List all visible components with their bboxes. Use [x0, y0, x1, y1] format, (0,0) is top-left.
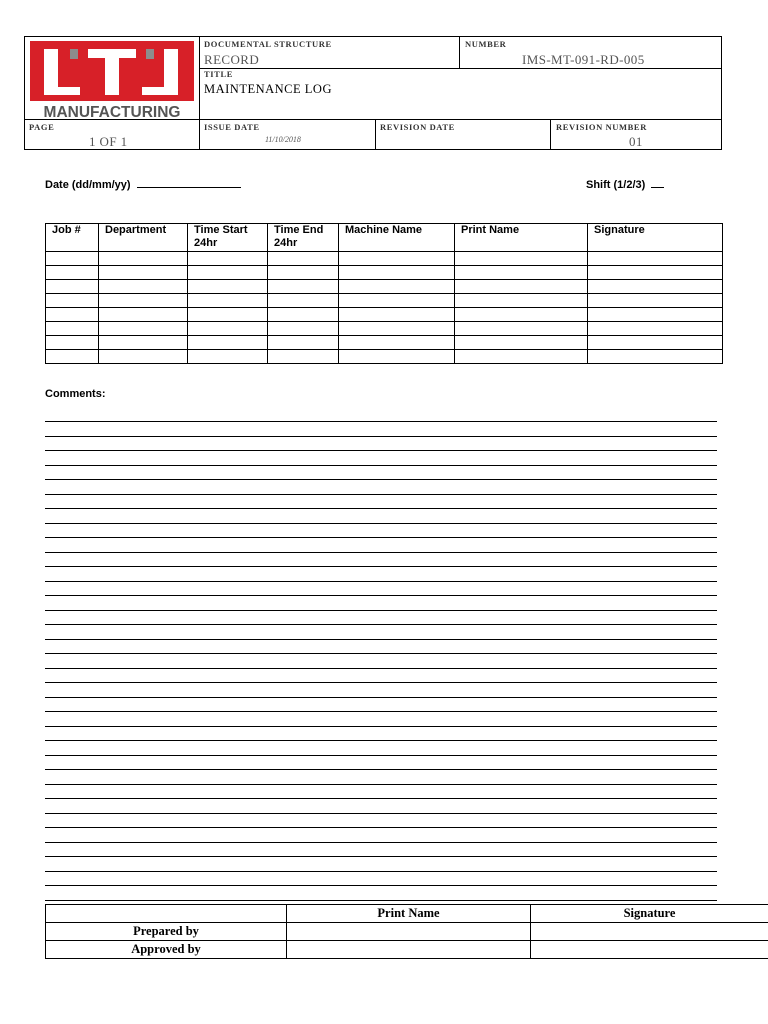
revision-date-label: REVISION DATE [380, 122, 455, 132]
doc-structure-label: DOCUMENTAL STRUCTURE [204, 39, 332, 49]
comment-line[interactable] [45, 682, 717, 683]
table-row [46, 280, 723, 294]
comment-line[interactable] [45, 595, 717, 596]
table-cell[interactable] [99, 350, 188, 364]
table-cell[interactable] [188, 322, 268, 336]
table-row [46, 266, 723, 280]
comment-line[interactable] [45, 450, 717, 451]
table-cell[interactable] [588, 308, 723, 322]
table-cell[interactable] [588, 322, 723, 336]
column-header [455, 224, 588, 252]
table-cell[interactable] [455, 322, 588, 336]
table-cell[interactable] [339, 322, 455, 336]
print-name-cell[interactable] [287, 941, 531, 959]
comment-line[interactable] [45, 552, 717, 553]
comments-label: Comments: [45, 388, 106, 400]
number-label: NUMBER [465, 39, 507, 49]
signoff-header-cell: Signature [531, 905, 768, 923]
signature-cell[interactable] [531, 941, 768, 959]
table-cell[interactable] [268, 294, 339, 308]
ltl-manufacturing-logo [30, 41, 194, 119]
table-cell[interactable] [99, 336, 188, 350]
table-cell[interactable] [99, 322, 188, 336]
table-cell[interactable] [268, 266, 339, 280]
column-header [268, 224, 339, 252]
table-row [46, 252, 723, 266]
table-cell[interactable] [588, 350, 723, 364]
column-header-text: Time Start [194, 224, 248, 236]
table-cell[interactable] [339, 294, 455, 308]
title-label: TITLE [204, 69, 233, 79]
table-cell[interactable] [588, 266, 723, 280]
print-name-cell[interactable] [287, 923, 531, 941]
logo-text: MANUFACTURING [43, 104, 181, 119]
column-header-text: 24hr [194, 237, 218, 249]
table-row [46, 350, 723, 364]
table-cell[interactable] [455, 280, 588, 294]
signoff-header-cell: Print Name [287, 905, 531, 923]
table-cell[interactable] [339, 350, 455, 364]
comment-line[interactable] [45, 885, 717, 886]
table-row [46, 294, 723, 308]
comment-line[interactable] [45, 740, 717, 741]
table-cell[interactable] [588, 252, 723, 266]
column-header [588, 224, 723, 252]
issue-date-value: 11/10/2018 [265, 135, 301, 144]
table-cell[interactable] [99, 308, 188, 322]
table-cell[interactable] [46, 350, 99, 364]
date-label: Date (dd/mm/yy) [45, 179, 131, 191]
signoff-header-row [46, 905, 768, 923]
signoff-row [46, 923, 768, 941]
table-cell[interactable] [339, 266, 455, 280]
signature-cell[interactable] [531, 923, 768, 941]
table-cell[interactable] [268, 350, 339, 364]
page-value: 1 OF 1 [89, 134, 128, 149]
comment-line[interactable] [45, 798, 717, 799]
table-cell[interactable] [339, 336, 455, 350]
table-cell[interactable] [268, 336, 339, 350]
table-cell[interactable] [339, 252, 455, 266]
table-cell[interactable] [268, 308, 339, 322]
table-cell[interactable] [455, 336, 588, 350]
shift-input-line[interactable] [651, 178, 664, 188]
table-cell[interactable] [268, 322, 339, 336]
table-cell[interactable] [588, 280, 723, 294]
column-header [99, 224, 188, 252]
comment-line[interactable] [45, 610, 717, 611]
number-value: IMS-MT-091-RD-005 [522, 52, 645, 67]
comment-line[interactable] [45, 668, 717, 669]
comment-line[interactable] [45, 465, 717, 466]
table-cell[interactable] [46, 252, 99, 266]
table-cell[interactable] [188, 294, 268, 308]
signoff-row-label: Approved by [46, 941, 287, 959]
table-cell[interactable] [46, 308, 99, 322]
column-header-text: Print Name [461, 224, 520, 236]
table-row [46, 308, 723, 322]
comment-line[interactable] [45, 436, 717, 437]
table-cell[interactable] [455, 294, 588, 308]
comment-line[interactable] [45, 479, 717, 480]
issue-date-label: ISSUE DATE [204, 122, 260, 132]
table-cell[interactable] [188, 308, 268, 322]
revision-number-label: REVISION NUMBER [556, 122, 647, 132]
comment-line[interactable] [45, 769, 717, 770]
table-cell[interactable] [455, 350, 588, 364]
document-header [24, 36, 722, 150]
doc-structure-value: RECORD [204, 52, 260, 67]
table-cell[interactable] [46, 266, 99, 280]
table-cell[interactable] [455, 252, 588, 266]
table-cell[interactable] [99, 280, 188, 294]
comment-line[interactable] [45, 813, 717, 814]
date-field [45, 178, 241, 191]
signoff-table [45, 904, 768, 959]
column-header [188, 224, 268, 252]
comment-line[interactable] [45, 726, 717, 727]
shift-label: Shift (1/2/3) [586, 179, 646, 191]
table-cell[interactable] [46, 294, 99, 308]
table-cell[interactable] [188, 350, 268, 364]
table-cell[interactable] [188, 252, 268, 266]
table-cell[interactable] [268, 252, 339, 266]
comment-line[interactable] [45, 711, 717, 712]
signoff-row-label: Prepared by [46, 923, 287, 941]
table-cell[interactable] [99, 294, 188, 308]
table-cell[interactable] [188, 266, 268, 280]
table-cell[interactable] [455, 308, 588, 322]
comment-line[interactable] [45, 871, 717, 872]
comment-line[interactable] [45, 421, 717, 422]
comment-line[interactable] [45, 784, 717, 785]
column-header-text: Signature [594, 224, 645, 236]
column-header-text: Machine Name [345, 224, 423, 236]
comment-line[interactable] [45, 856, 717, 857]
comment-line[interactable] [45, 566, 717, 567]
column-header [339, 224, 455, 252]
table-cell[interactable] [46, 336, 99, 350]
comment-line[interactable] [45, 755, 717, 756]
comment-line[interactable] [45, 537, 717, 538]
comment-line[interactable] [45, 508, 717, 509]
revision-number-value: 01 [629, 134, 643, 149]
comment-line[interactable] [45, 827, 717, 828]
table-cell[interactable] [588, 294, 723, 308]
date-input-line[interactable] [137, 178, 241, 188]
table-cell[interactable] [188, 280, 268, 294]
signoff-row [46, 941, 768, 959]
table-cell[interactable] [46, 280, 99, 294]
table-cell[interactable] [99, 252, 188, 266]
comment-line[interactable] [45, 842, 717, 843]
table-cell[interactable] [46, 322, 99, 336]
comment-line[interactable] [45, 581, 717, 582]
comment-line[interactable] [45, 697, 717, 698]
comment-line[interactable] [45, 900, 717, 901]
comment-line[interactable] [45, 523, 717, 524]
page-label: PAGE [29, 122, 55, 132]
table-row [46, 322, 723, 336]
column-header-text: Department [105, 224, 167, 236]
table-cell[interactable] [188, 336, 268, 350]
table-cell[interactable] [268, 280, 339, 294]
comment-line[interactable] [45, 639, 717, 640]
comment-line[interactable] [45, 653, 717, 654]
table-cell[interactable] [588, 336, 723, 350]
comment-line[interactable] [45, 624, 717, 625]
table-row [46, 336, 723, 350]
column-header-text: 24hr [274, 237, 298, 249]
comment-line[interactable] [45, 494, 717, 495]
table-cell[interactable] [455, 266, 588, 280]
column-header-text: Job # [52, 224, 81, 236]
shift-field [586, 178, 664, 191]
document-title: MAINTENANCE LOG [204, 82, 332, 96]
table-cell[interactable] [339, 280, 455, 294]
column-header-text: Time End [274, 224, 324, 236]
maintenance-job-table [45, 223, 723, 364]
table-cell[interactable] [99, 266, 188, 280]
table-cell[interactable] [339, 308, 455, 322]
table-header-row [46, 224, 723, 252]
column-header [46, 224, 99, 252]
signoff-header-cell [46, 905, 287, 923]
